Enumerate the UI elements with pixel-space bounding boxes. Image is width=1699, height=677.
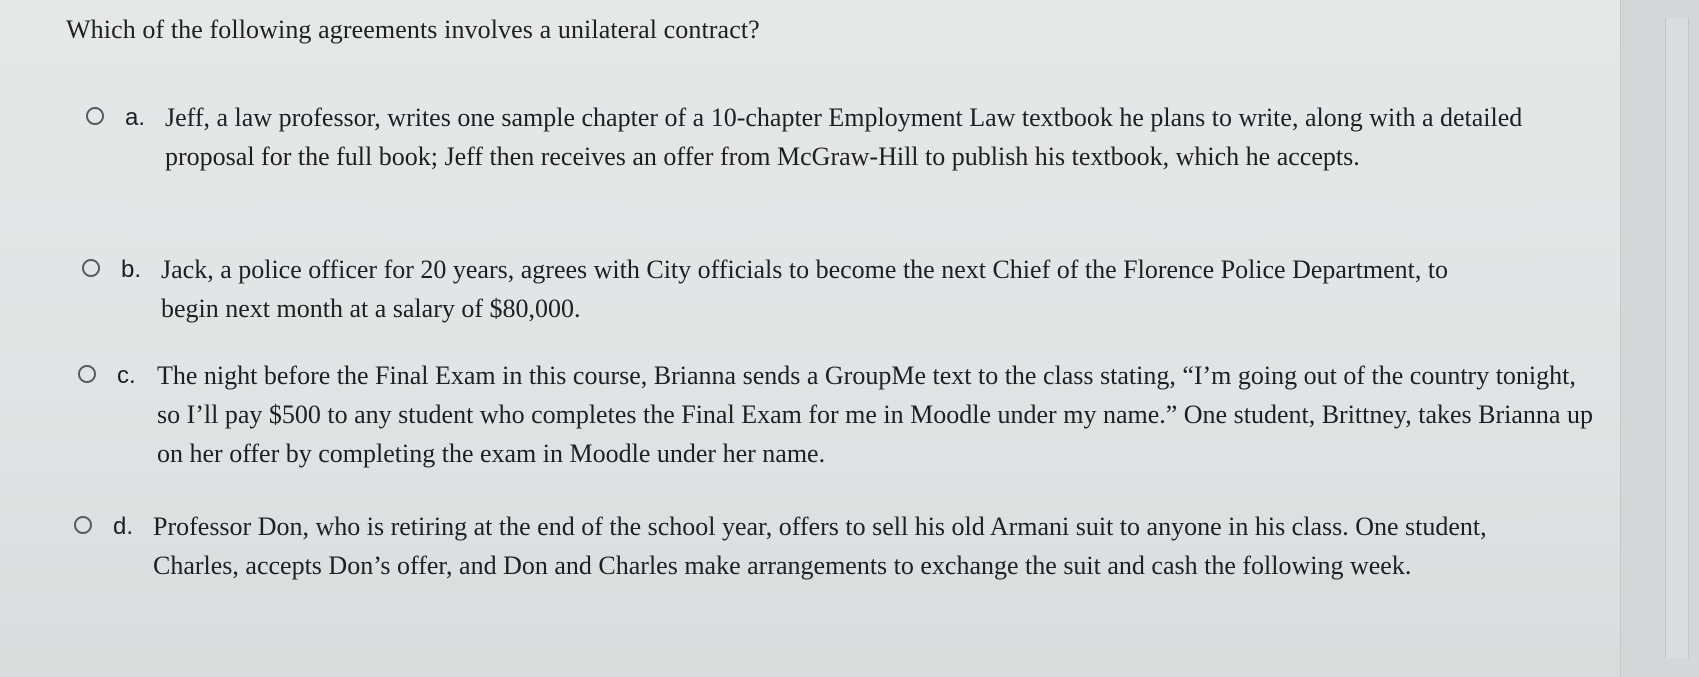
answer-option-c[interactable]	[78, 356, 1597, 473]
answer-option-b[interactable]	[82, 250, 1461, 328]
option-letter-d: d.	[113, 513, 134, 540]
option-text-d[interactable]: Professor Don, who is retiring at the end of the school year, offers to sell his old Armani suit to anyone in his class. One student, Charles, accepts Don’s offer, and Don and Charles make arrangements to exchange the suit and cash the following week.	[153, 512, 1487, 580]
right-side-rail	[1620, 0, 1699, 677]
radio-button-c[interactable]	[78, 365, 96, 383]
option-letter-a: a.	[125, 104, 146, 131]
answer-option-d[interactable]	[74, 507, 1573, 585]
radio-button-d[interactable]	[74, 516, 92, 534]
option-text-b[interactable]: Jack, a police officer for 20 years, agrees with City officials to become the next Chief of the Florence Police Department, to begin next month at a salary of $80,000.	[161, 255, 1449, 323]
question-text: Which of the following agreements involves a unilateral contract?	[66, 15, 760, 44]
option-text-c[interactable]: The night before the Final Exam in this course, Brianna sends a GroupMe text to the class stating, “I’m going out of the country tonight, so I’ll pay $500 to any student who completes the Final Exam for me in Moodle under my name.” One student, Brittney, takes Brianna up on her offer by completing the exam in Moodle under her name.	[157, 361, 1593, 468]
option-text-a[interactable]: Jeff, a law professor, writes one sample chapter of a 10-chapter Employment Law textbook he plans to write, along with a detailed proposal for the full book; Jeff then receives an offer from McGraw-Hill to publish his textbook, which he accepts.	[165, 103, 1523, 171]
radio-button-a[interactable]	[86, 107, 104, 125]
scrollbar-track[interactable]	[1665, 18, 1689, 658]
option-letter-c: c.	[117, 362, 136, 389]
answer-option-a[interactable]	[86, 98, 1565, 176]
option-letter-b: b.	[121, 256, 142, 283]
radio-button-b[interactable]	[82, 259, 100, 277]
